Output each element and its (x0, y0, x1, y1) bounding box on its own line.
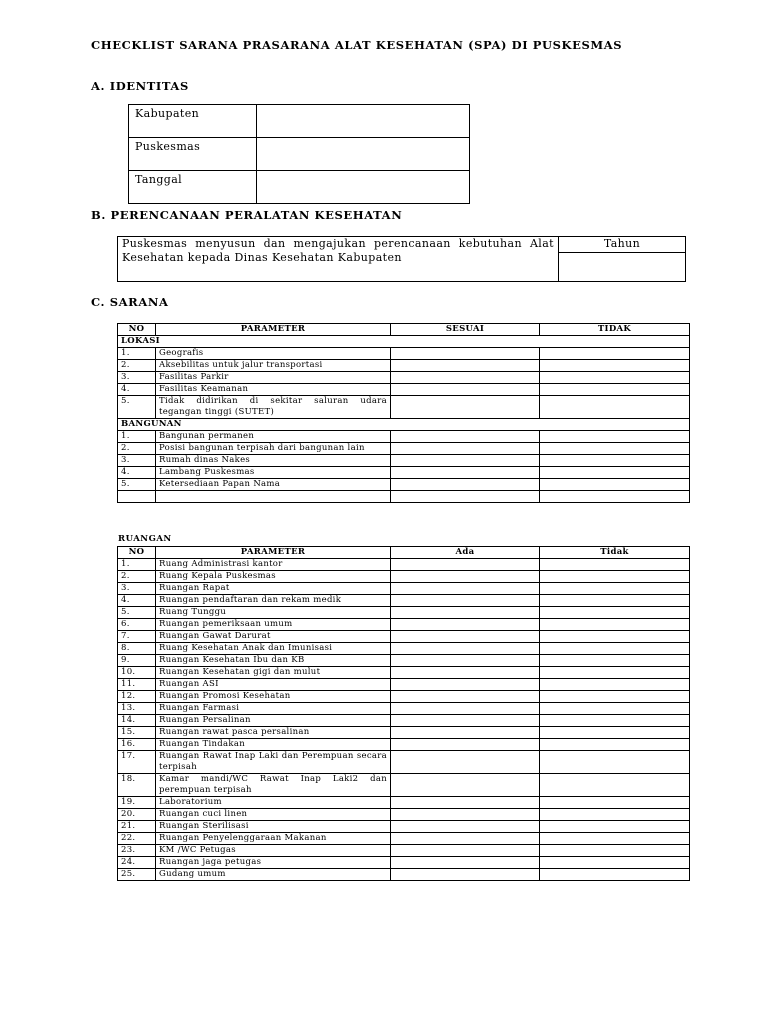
tidak-check-cell[interactable] (540, 739, 690, 751)
puskesmas-input-cell[interactable] (257, 138, 470, 171)
table-row (118, 869, 690, 881)
tahun-input-cell[interactable] (559, 253, 686, 282)
row-number: 4. (118, 467, 156, 479)
ruangan-label: RUANGAN (118, 534, 172, 544)
row-number: 5. (118, 396, 156, 419)
section-c-heading: C. SARANA (91, 295, 169, 309)
table-row (118, 643, 690, 655)
ada-check-cell[interactable] (391, 571, 540, 583)
row-parameter: Ruangan Rapat (156, 583, 391, 595)
row-number: 21. (118, 821, 156, 833)
ada-check-cell[interactable] (391, 833, 540, 845)
row-number: 2. (118, 443, 156, 455)
row-number: 5. (118, 479, 156, 491)
table-header-row (118, 324, 690, 336)
group-label: BANGUNAN (118, 419, 690, 431)
tanggal-input-cell[interactable] (257, 171, 470, 204)
ada-check-cell[interactable] (391, 821, 540, 833)
header-ada: Ada (391, 547, 540, 559)
table-row (118, 443, 690, 455)
tidak-check-cell[interactable] (540, 809, 690, 821)
table-row (118, 384, 690, 396)
tidak-check-cell[interactable] (540, 491, 690, 503)
row-parameter: Ruangan Rawat Inap Laki dan Perempuan secara terpisah (156, 751, 391, 774)
perencanaan-table (117, 236, 686, 282)
identitas-table (128, 104, 470, 204)
table-row (118, 667, 690, 679)
table-row (118, 583, 690, 595)
sesuai-check-cell[interactable] (391, 455, 540, 467)
sesuai-check-cell[interactable] (391, 372, 540, 384)
row-parameter: Ketersediaan Papan Nama (156, 479, 391, 491)
header-tidak: Tidak (540, 547, 690, 559)
row-number: 3. (118, 455, 156, 467)
table-row (118, 431, 690, 443)
table-row (118, 703, 690, 715)
row-number: 25. (118, 869, 156, 881)
tidak-check-cell[interactable] (540, 583, 690, 595)
ada-check-cell[interactable] (391, 595, 540, 607)
group-row (118, 419, 690, 431)
row-number: 4. (118, 384, 156, 396)
table-row (118, 739, 690, 751)
identitas-label: Kabupaten (129, 105, 257, 138)
row-parameter: Ruang Tunggu (156, 607, 391, 619)
ada-check-cell[interactable] (391, 655, 540, 667)
tidak-check-cell[interactable] (540, 631, 690, 643)
row-number: 5. (118, 607, 156, 619)
sesuai-check-cell[interactable] (391, 431, 540, 443)
ada-check-cell[interactable] (391, 691, 540, 703)
table-row (118, 455, 690, 467)
tidak-check-cell[interactable] (540, 384, 690, 396)
sesuai-check-cell[interactable] (391, 396, 540, 419)
tidak-check-cell[interactable] (540, 821, 690, 833)
table-row (118, 571, 690, 583)
ada-check-cell[interactable] (391, 607, 540, 619)
tidak-check-cell[interactable] (540, 619, 690, 631)
ada-check-cell[interactable] (391, 751, 540, 774)
identitas-label: Puskesmas (129, 138, 257, 171)
header-parameter: PARAMETER (156, 324, 391, 336)
row-number: 2. (118, 360, 156, 372)
sarana-table (117, 323, 690, 503)
tidak-check-cell[interactable] (540, 703, 690, 715)
row-number: 10. (118, 667, 156, 679)
tidak-check-cell[interactable] (540, 751, 690, 774)
row-parameter: Ruangan Promosi Kesehatan (156, 691, 391, 703)
ada-check-cell[interactable] (391, 774, 540, 797)
table-row (118, 631, 690, 643)
ada-check-cell[interactable] (391, 559, 540, 571)
row-parameter: Ruangan Farmasi (156, 703, 391, 715)
ada-check-cell[interactable] (391, 703, 540, 715)
tidak-check-cell[interactable] (540, 667, 690, 679)
row-parameter: Fasilitas Parkir (156, 372, 391, 384)
tidak-check-cell[interactable] (540, 467, 690, 479)
tidak-check-cell[interactable] (540, 571, 690, 583)
table-row (118, 833, 690, 845)
ada-check-cell[interactable] (391, 869, 540, 881)
row-number: 22. (118, 833, 156, 845)
identitas-row (129, 138, 470, 171)
tidak-check-cell[interactable] (540, 372, 690, 384)
tidak-check-cell[interactable] (540, 655, 690, 667)
table-row (118, 491, 690, 503)
tidak-check-cell[interactable] (540, 679, 690, 691)
row-parameter: Ruang Kesehatan Anak dan Imunisasi (156, 643, 391, 655)
document-title: CHECKLIST SARANA PRASARANA ALAT KESEHATAN (SPA) DI PUSKESMAS (91, 38, 623, 52)
table-row (118, 797, 690, 809)
table-row (118, 595, 690, 607)
tidak-check-cell[interactable] (540, 727, 690, 739)
row-parameter: Ruangan Kesehatan Ibu dan KB (156, 655, 391, 667)
row-number (118, 491, 156, 503)
row-parameter: Ruangan rawat pasca persalinan (156, 727, 391, 739)
row-number: 1. (118, 431, 156, 443)
tidak-check-cell[interactable] (540, 431, 690, 443)
header-parameter: PARAMETER (156, 547, 391, 559)
row-parameter: Ruangan Penyelenggaraan Makanan (156, 833, 391, 845)
row-parameter: Ruangan ASI (156, 679, 391, 691)
table-row (118, 372, 690, 384)
tidak-check-cell[interactable] (540, 845, 690, 857)
tahun-label: Tahun (559, 237, 686, 253)
table-row (118, 751, 690, 774)
tidak-check-cell[interactable] (540, 443, 690, 455)
row-parameter: Bangunan permanen (156, 431, 391, 443)
sesuai-check-cell[interactable] (391, 467, 540, 479)
table-row (118, 348, 690, 360)
row-parameter: Lambang Puskesmas (156, 467, 391, 479)
group-label: LOKASI (118, 336, 690, 348)
row-parameter: Ruangan Kesehatan gigi dan mulut (156, 667, 391, 679)
row-parameter: Ruangan Gawat Darurat (156, 631, 391, 643)
row-parameter: Ruang Kepala Puskesmas (156, 571, 391, 583)
tidak-check-cell[interactable] (540, 643, 690, 655)
row-number: 20. (118, 809, 156, 821)
tidak-check-cell[interactable] (540, 774, 690, 797)
row-parameter: Posisi bangunan terpisah dari bangunan lain (156, 443, 391, 455)
table-row (118, 559, 690, 571)
table-row (118, 821, 690, 833)
row-number: 1. (118, 348, 156, 360)
row-parameter: Ruangan pemeriksaan umum (156, 619, 391, 631)
row-parameter: KM /WC Petugas (156, 845, 391, 857)
row-number: 17. (118, 751, 156, 774)
row-number: 3. (118, 372, 156, 384)
ada-check-cell[interactable] (391, 619, 540, 631)
row-number: 4. (118, 595, 156, 607)
table-row (118, 619, 690, 631)
table-row (118, 715, 690, 727)
ruangan-table (117, 546, 690, 881)
row-number: 13. (118, 703, 156, 715)
row-number: 12. (118, 691, 156, 703)
table-row (118, 467, 690, 479)
sesuai-check-cell[interactable] (391, 384, 540, 396)
row-parameter: Rumah dinas Nakes (156, 455, 391, 467)
row-number: 8. (118, 643, 156, 655)
header-no: NO (118, 324, 156, 336)
table-row (118, 857, 690, 869)
row-number: 19. (118, 797, 156, 809)
row-parameter: Ruangan jaga petugas (156, 857, 391, 869)
row-parameter: Ruangan cuci linen (156, 809, 391, 821)
perencanaan-statement: Puskesmas menyusun dan mengajukan perencanaan kebutuhan Alat Kesehatan kepada Dinas Kesehatan Kabupaten (118, 237, 559, 282)
row-parameter: Ruangan pendaftaran dan rekam medik (156, 595, 391, 607)
row-number: 11. (118, 679, 156, 691)
table-row (118, 809, 690, 821)
ada-check-cell[interactable] (391, 643, 540, 655)
table-row (118, 360, 690, 372)
table-row (118, 679, 690, 691)
identitas-row (129, 171, 470, 204)
row-number: 3. (118, 583, 156, 595)
row-number: 15. (118, 727, 156, 739)
row-number: 18. (118, 774, 156, 797)
ada-check-cell[interactable] (391, 857, 540, 869)
ada-check-cell[interactable] (391, 845, 540, 857)
header-sesuai: SESUAI (391, 324, 540, 336)
kabupaten-input-cell[interactable] (257, 105, 470, 138)
header-no: NO (118, 547, 156, 559)
row-parameter: Ruangan Sterilisasi (156, 821, 391, 833)
tidak-check-cell[interactable] (540, 455, 690, 467)
ada-check-cell[interactable] (391, 667, 540, 679)
row-number: 14. (118, 715, 156, 727)
row-parameter: Gudang umum (156, 869, 391, 881)
sesuai-check-cell[interactable] (391, 443, 540, 455)
row-number: 6. (118, 619, 156, 631)
tidak-check-cell[interactable] (540, 479, 690, 491)
row-number: 7. (118, 631, 156, 643)
identitas-row (129, 105, 470, 138)
tidak-check-cell[interactable] (540, 396, 690, 419)
sesuai-check-cell[interactable] (391, 479, 540, 491)
row-number: 23. (118, 845, 156, 857)
tidak-check-cell[interactable] (540, 559, 690, 571)
row-number: 9. (118, 655, 156, 667)
tidak-check-cell[interactable] (540, 857, 690, 869)
tidak-check-cell[interactable] (540, 691, 690, 703)
tidak-check-cell[interactable] (540, 348, 690, 360)
identitas-label: Tanggal (129, 171, 257, 204)
table-row (118, 845, 690, 857)
ada-check-cell[interactable] (391, 809, 540, 821)
row-parameter: Ruangan Tindakan (156, 739, 391, 751)
tidak-check-cell[interactable] (540, 715, 690, 727)
row-parameter (156, 491, 391, 503)
row-parameter: Ruangan Persalinan (156, 715, 391, 727)
ada-check-cell[interactable] (391, 583, 540, 595)
tidak-check-cell[interactable] (540, 833, 690, 845)
table-row (118, 655, 690, 667)
tidak-check-cell[interactable] (540, 360, 690, 372)
table-header-row (118, 547, 690, 559)
tidak-check-cell[interactable] (540, 869, 690, 881)
ada-check-cell[interactable] (391, 631, 540, 643)
row-number: 1. (118, 559, 156, 571)
sesuai-check-cell[interactable] (391, 348, 540, 360)
table-row (118, 727, 690, 739)
ada-check-cell[interactable] (391, 739, 540, 751)
table-row (118, 691, 690, 703)
header-tidak: TIDAK (540, 324, 690, 336)
section-a-heading: A. IDENTITAS (91, 79, 189, 93)
row-parameter: Tidak didirikan di sekitar saluran udara tegangan tinggi (SUTET) (156, 396, 391, 419)
ada-check-cell[interactable] (391, 715, 540, 727)
group-row (118, 336, 690, 348)
row-number: 16. (118, 739, 156, 751)
tidak-check-cell[interactable] (540, 607, 690, 619)
row-parameter: Fasilitas Keamanan (156, 384, 391, 396)
table-row (118, 774, 690, 797)
table-row (118, 607, 690, 619)
table-row (118, 396, 690, 419)
sesuai-check-cell[interactable] (391, 491, 540, 503)
tidak-check-cell[interactable] (540, 595, 690, 607)
tidak-check-cell[interactable] (540, 797, 690, 809)
ada-check-cell[interactable] (391, 797, 540, 809)
row-parameter: Ruang Administrasi kantor (156, 559, 391, 571)
section-b-heading: B. PERENCANAAN PERALATAN KESEHATAN (91, 208, 403, 222)
row-parameter: Kamar mandi/WC Rawat Inap Laki2 dan perempuan terpisah (156, 774, 391, 797)
table-row (118, 479, 690, 491)
ada-check-cell[interactable] (391, 679, 540, 691)
row-parameter: Geografis (156, 348, 391, 360)
sesuai-check-cell[interactable] (391, 360, 540, 372)
row-parameter: Aksebilitas untuk jalur transportasi (156, 360, 391, 372)
row-parameter: Laboratorium (156, 797, 391, 809)
ada-check-cell[interactable] (391, 727, 540, 739)
row-number: 24. (118, 857, 156, 869)
row-number: 2. (118, 571, 156, 583)
